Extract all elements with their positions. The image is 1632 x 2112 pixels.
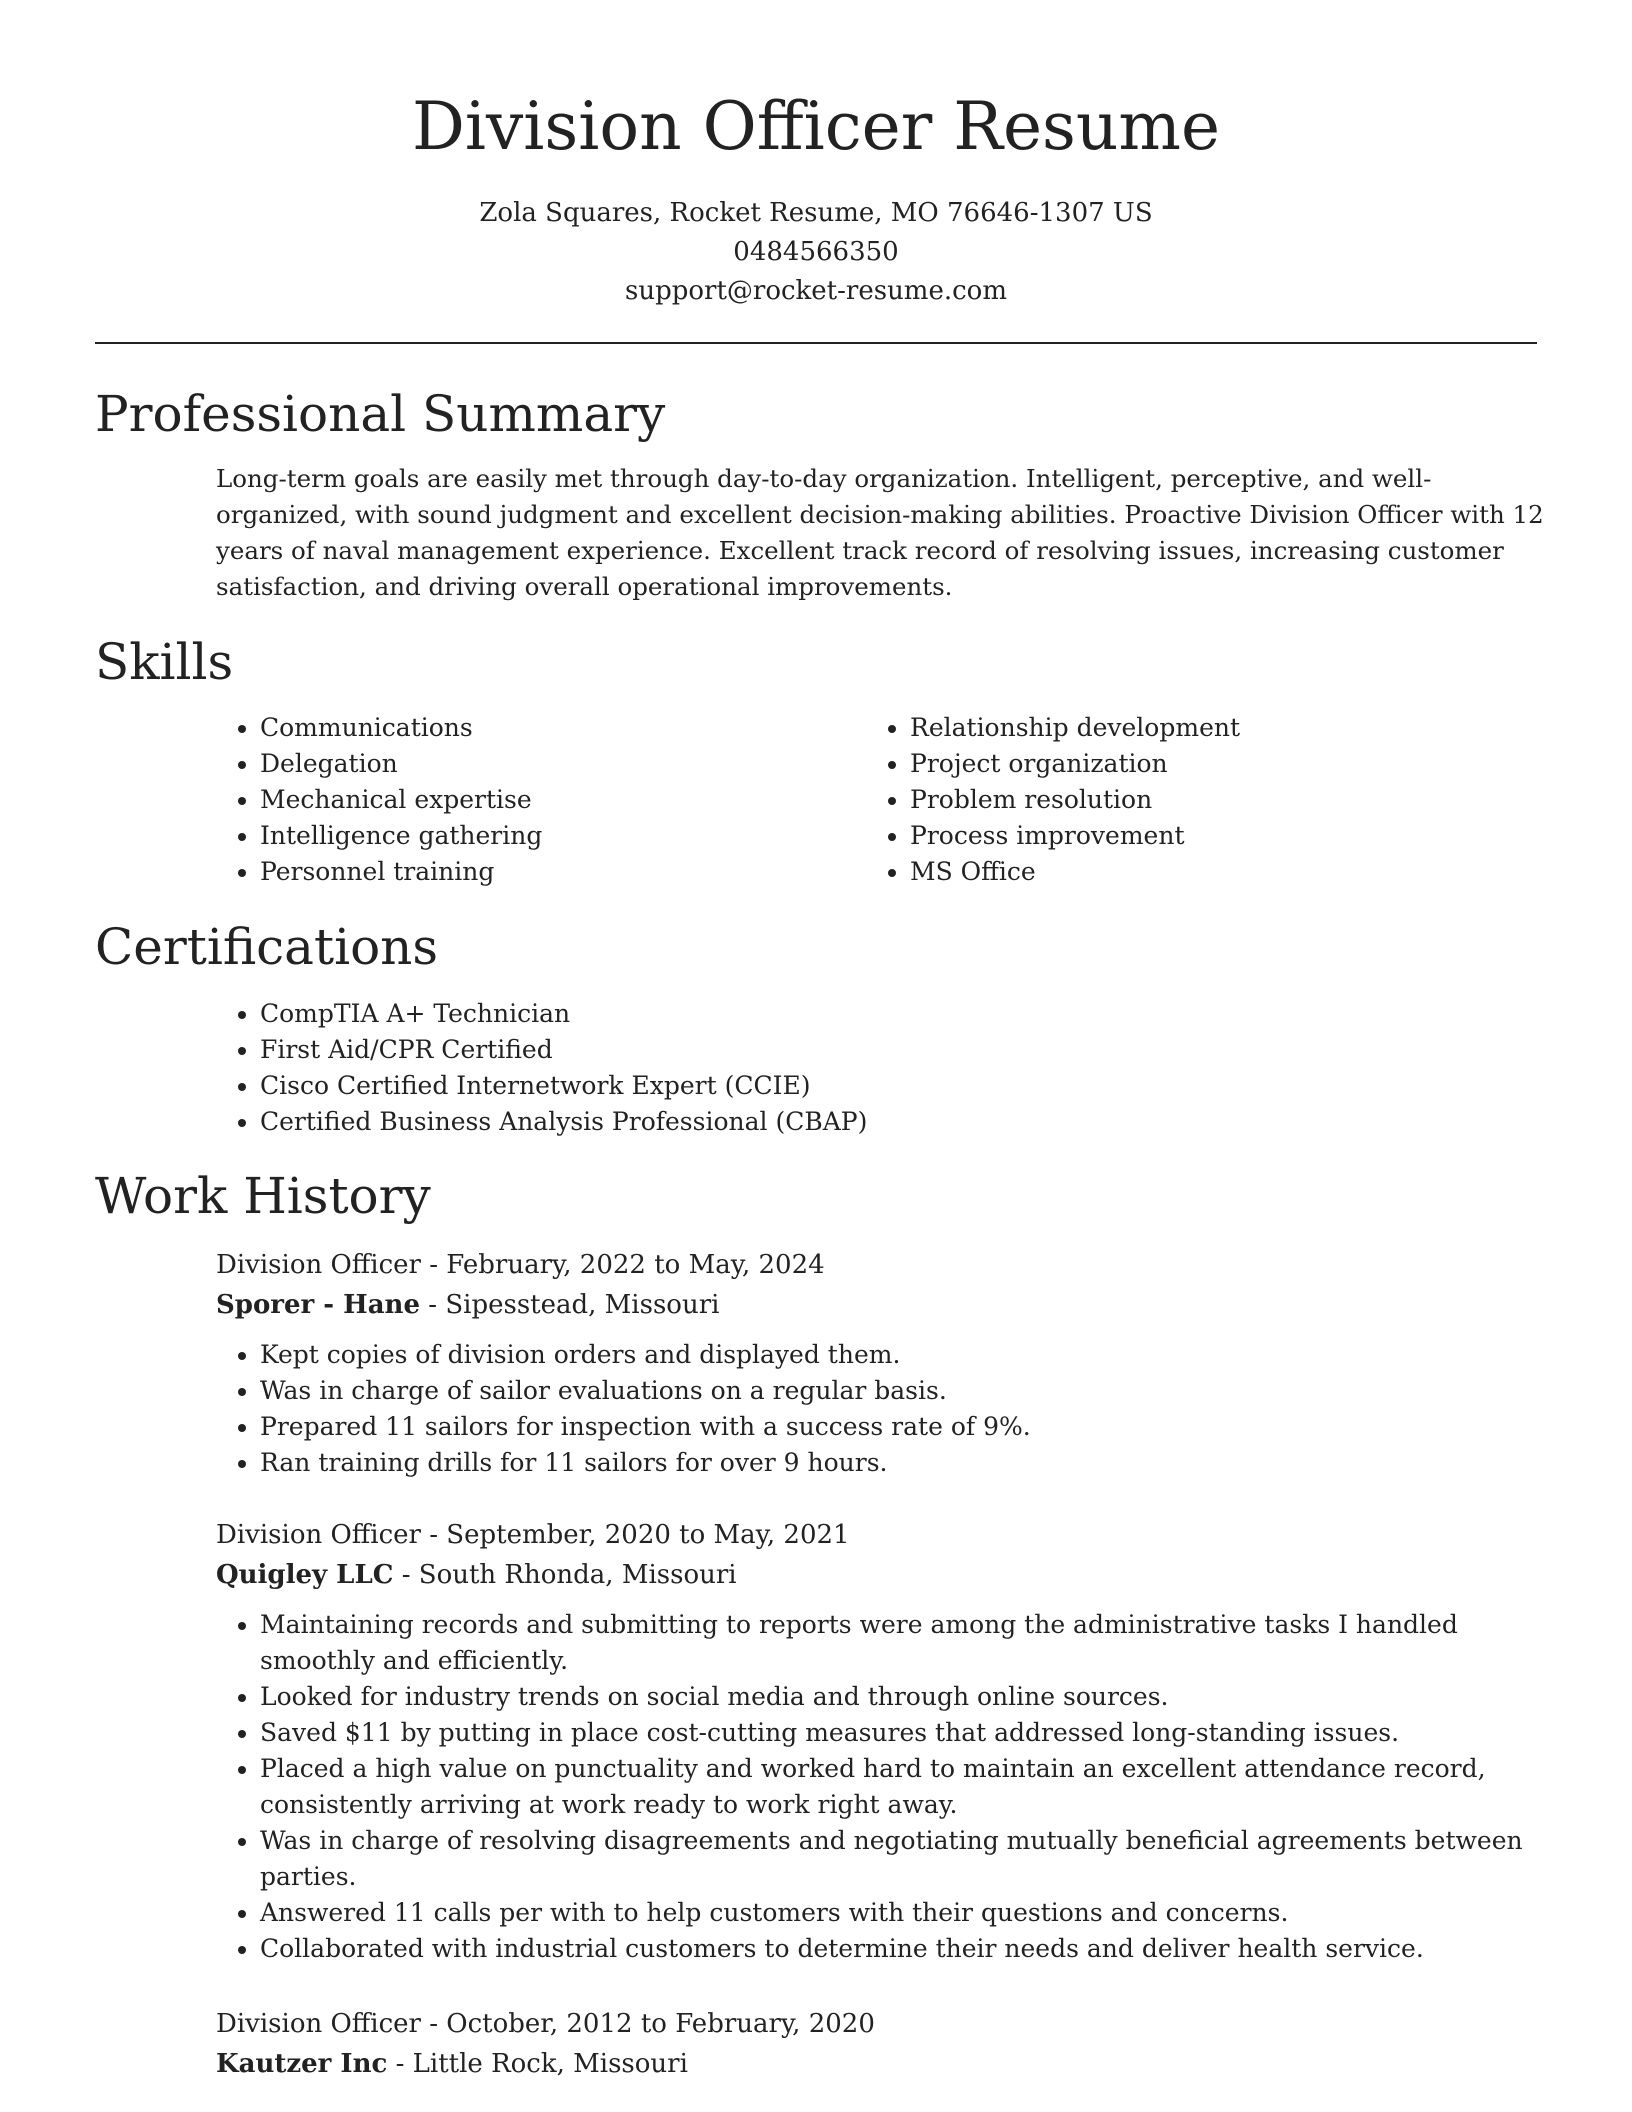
skill-item: • Mechanical expertise: [260, 782, 816, 818]
job-title-line: [216, 1245, 1546, 1285]
resume-header: [0, 0, 1632, 311]
contact-address: Zola Squares, Rocket Resume, MO 76646-1307 US: [479, 198, 1153, 228]
job-dates: - September, 2020 to May, 2021: [420, 1520, 850, 1550]
skill-item: • Relationship development: [910, 710, 1506, 746]
skills-column-right: [866, 710, 1506, 890]
skill-item: • Process improvement: [910, 818, 1506, 854]
certifications-heading: Certifications: [95, 918, 439, 976]
job-bullet: • Collaborated with industrial customers to determine their needs and deliver health service.: [260, 1931, 1546, 1967]
work-history-heading: Work History: [95, 1167, 431, 1225]
resume-title: Division Officer Resume: [411, 88, 1221, 165]
job-title: Division Officer: [216, 1520, 421, 1550]
job-bullet: • Was in charge of sailor evaluations on a regular basis.: [260, 1373, 1546, 1409]
certification-item: • Cisco Certified Internetwork Expert (CCIE): [260, 1068, 1416, 1104]
job-bullet: • Prepared 11 sailors for inspection with a success rate of 9%.: [260, 1409, 1546, 1445]
skill-item: • Problem resolution: [910, 782, 1506, 818]
job-entry: [216, 2004, 1546, 2084]
job-company: Sporer - Hane: [216, 1290, 420, 1320]
skill-item: • Project organization: [910, 746, 1506, 782]
contact-phone: 0484566350: [733, 237, 899, 267]
job-bullet: • Maintaining records and submitting to reports were among the administrative tasks I handled smoothly and efficiently.: [260, 1607, 1546, 1679]
job-title-line: [216, 2004, 1546, 2044]
job-bullet: • Looked for industry trends on social media and through online sources.: [260, 1679, 1546, 1715]
contact-block: [0, 194, 1632, 311]
job-entry: [216, 1245, 1546, 1481]
job-bullet: • Ran training drills for 11 sailors for over 9 hours.: [260, 1445, 1546, 1481]
job-location: - Sipesstead, Missouri: [420, 1290, 720, 1320]
job-bullet: • Saved $11 by putting in place cost-cutting measures that addressed long-standing issues.: [260, 1715, 1546, 1751]
job-dates: - October, 2012 to February, 2020: [420, 2009, 875, 2039]
job-company-line: [216, 1555, 1546, 1595]
skills-column-left: [216, 710, 816, 890]
summary-text: Long-term goals are easily met through day-to-day organization. Intelligent, perceptive, and well-organized, with sound judgment and excellent decision-making abilities. Proactive Division Officer with 12 years of naval management experience. Excellent track record of resolving issues, increasing customer satisfaction, and driving overall operational improvements.: [216, 464, 1544, 601]
skill-item: • Delegation: [260, 746, 816, 782]
certifications-list: [216, 996, 1416, 1140]
job-bullet: • Answered 11 calls per with to help customers with their questions and concerns.: [260, 1895, 1546, 1931]
job-entry: [216, 1515, 1546, 1967]
job-bullets: [216, 1337, 1546, 1481]
job-company-line: [216, 1285, 1546, 1325]
job-bullet: • Was in charge of resolving disagreements and negotiating mutually beneficial agreements between parties.: [260, 1823, 1546, 1895]
summary-heading: Professional Summary: [95, 385, 666, 443]
skill-item: • Personnel training: [260, 854, 816, 890]
header-divider: [95, 342, 1537, 344]
job-company: Quigley LLC: [216, 1560, 394, 1590]
contact-email[interactable]: support@rocket-resume.com: [624, 276, 1007, 306]
certification-item: • Certified Business Analysis Professional (CBAP): [260, 1104, 1416, 1140]
skill-item: • Intelligence gathering: [260, 818, 816, 854]
job-location: - South Rhonda, Missouri: [393, 1560, 737, 1590]
skills-heading: Skills: [95, 633, 234, 691]
job-title: Division Officer: [216, 1250, 421, 1280]
job-bullets: [216, 1607, 1546, 1967]
job-title: Division Officer: [216, 2009, 421, 2039]
job-dates: - February, 2022 to May, 2024: [420, 1250, 825, 1280]
certification-item: • First Aid/CPR Certified: [260, 1032, 1416, 1068]
job-company: Kautzer Inc: [216, 2049, 388, 2079]
job-company-line: [216, 2044, 1546, 2084]
job-location: - Little Rock, Missouri: [387, 2049, 688, 2079]
skill-item: • MS Office: [910, 854, 1506, 890]
job-title-line: [216, 1515, 1546, 1555]
certification-item: • CompTIA A+ Technician: [260, 996, 1416, 1032]
job-bullet: • Kept copies of division orders and displayed them.: [260, 1337, 1546, 1373]
job-bullet: • Placed a high value on punctuality and worked hard to maintain an excellent attendance record, consistently arriving at work ready to work right away.: [260, 1751, 1546, 1823]
skill-item: • Communications: [260, 710, 816, 746]
